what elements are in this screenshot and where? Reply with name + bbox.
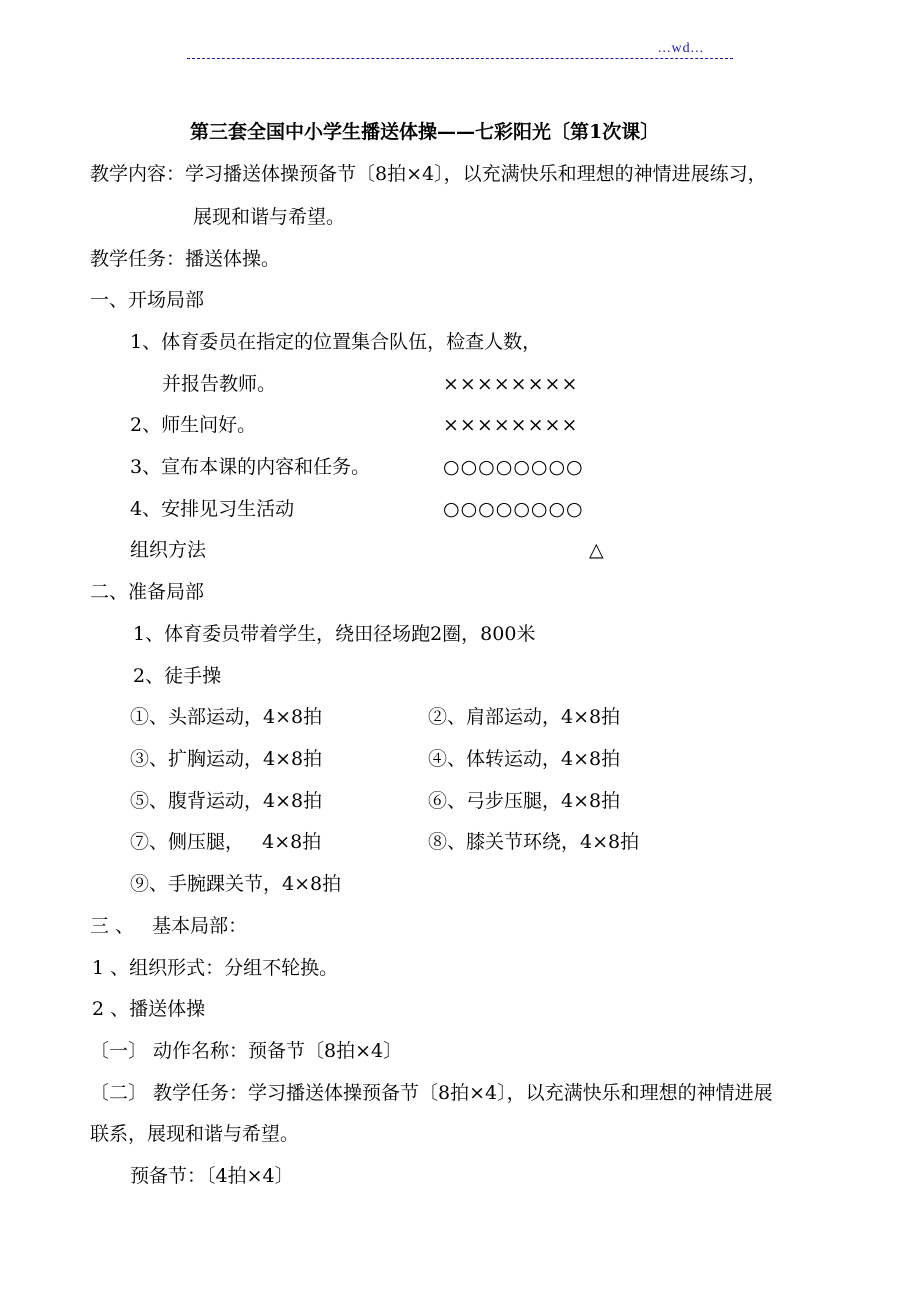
formation-row: ○○○○○○○○	[443, 498, 584, 520]
exercise-item: ⑤、腹背运动，4×8拍	[130, 790, 323, 812]
section2-item: 1、体育委员带着学生，绕田径场跑2圈，800米	[133, 623, 536, 645]
section1-item: 4、安排见习生活动	[130, 498, 295, 520]
exercise-item: ②、肩部运动，4×8拍	[428, 706, 621, 728]
formation-teacher: △	[589, 539, 605, 561]
formation-row: ○○○○○○○○	[443, 456, 584, 478]
section3-item: 2 、播送体操	[92, 998, 206, 1020]
exercise-item: ③、扩胸运动，4×8拍	[130, 748, 323, 770]
exercise-item: ①、头部运动，4×8拍	[130, 706, 323, 728]
section3-heading: 三 、 基本局部：	[90, 915, 248, 937]
content-text-1: 学习播送体操预备节〔8拍×4〕，以充满快乐和理想的神情进展练习，	[185, 163, 767, 185]
exercise-item: ⑦、侧压腿， 4×8拍	[130, 831, 322, 853]
page-title: 第三套全国中小学生播送体操——七彩阳光〔第1次课〕	[190, 121, 660, 143]
section1-heading: 一、开场局部	[90, 289, 205, 311]
content-line-2: 展现和谐与希望。	[193, 206, 346, 228]
exercise-item: ⑧、膝关节环绕，4×8拍	[428, 831, 640, 853]
exercise-item: ⑥、弓步压腿，4×8拍	[428, 790, 621, 812]
task-line: 教学任务：播送体操。	[90, 248, 281, 270]
section3-item: 1 、组织形式：分组不轮换。	[92, 957, 339, 979]
header-mark: ...wd...	[658, 41, 705, 56]
section1-item: 组织方法	[130, 539, 207, 561]
section3-sub: 〔一〕 动作名称：预备节〔8拍×4〕	[90, 1040, 403, 1062]
exercise-item: ⑨、手腕踝关节，4×8拍	[130, 873, 342, 895]
formation-row: ××××××××	[443, 373, 579, 395]
section1-item: 3、宣布本课的内容和任务。	[130, 456, 371, 478]
section1-item: 2、师生问好。	[130, 414, 257, 436]
formation-row: ××××××××	[443, 414, 579, 436]
content-label: 教学内容：	[90, 163, 186, 185]
section1-item: 1、体育委员在指定的位置集合队伍，检查人数，	[130, 331, 542, 353]
exercise-item: ④、体转运动，4×8拍	[428, 748, 621, 770]
section3-sub: 〔二〕 教学任务：学习播送体操预备节〔8拍×4〕，以充满快乐和理想的神情进展	[90, 1082, 773, 1104]
section2-heading: 二、准备局部	[90, 581, 205, 603]
section2-item: 2、徒手操	[133, 665, 222, 687]
section3-prep: 预备节：〔4拍×4〕	[130, 1165, 294, 1187]
header-divider	[187, 58, 733, 59]
section1-item: 并报告教师。	[162, 373, 277, 395]
content-line-1	[90, 162, 767, 186]
section3-sub: 联系，展现和谐与希望。	[90, 1123, 300, 1145]
